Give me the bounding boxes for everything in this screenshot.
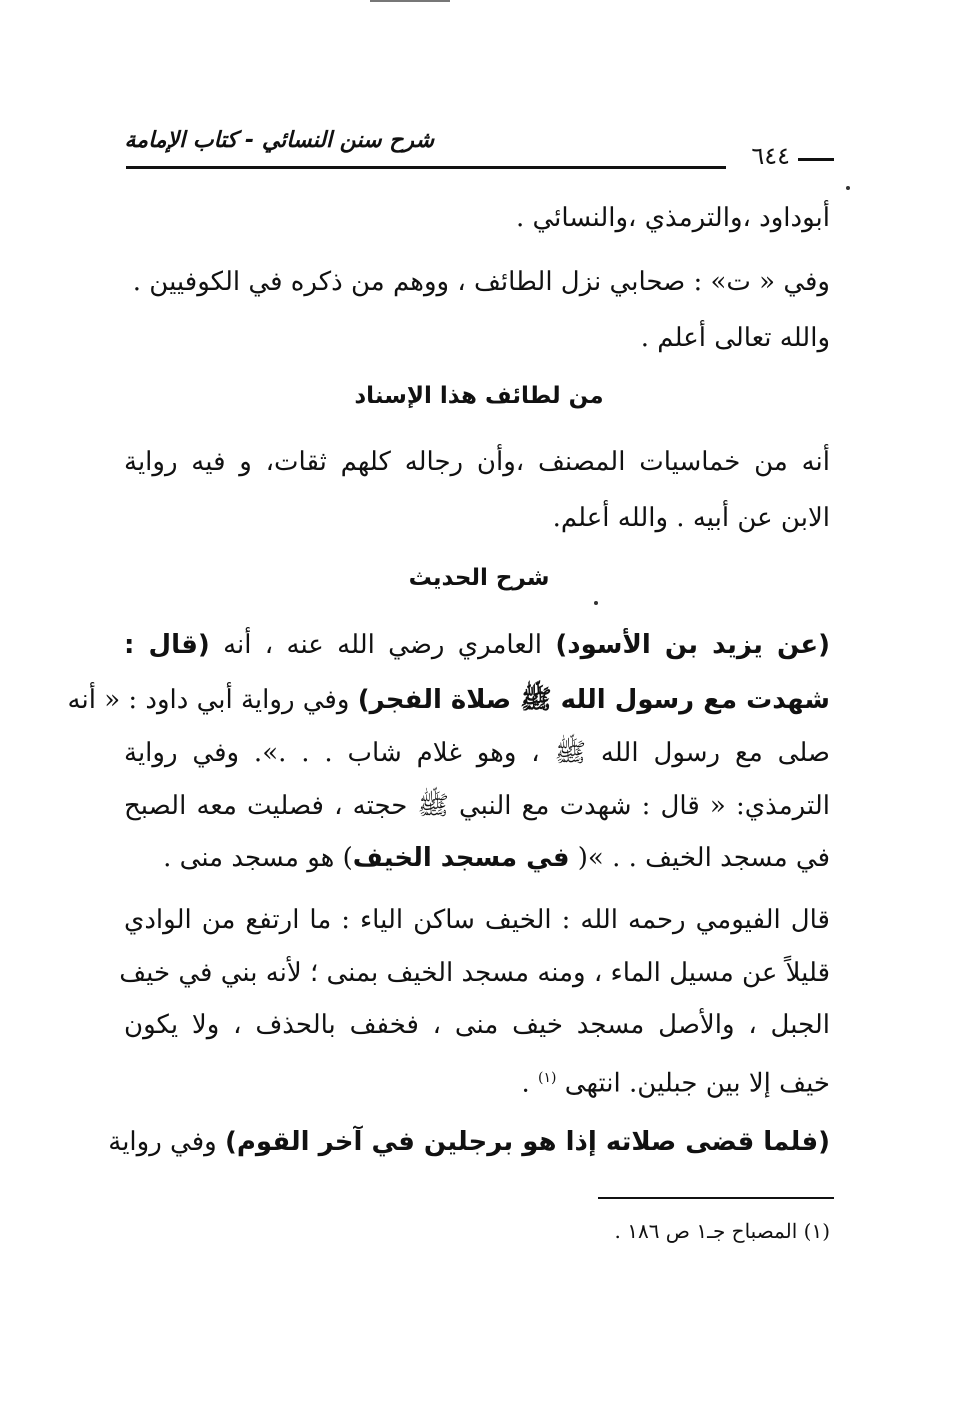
body-line: الجبل ، والأصل مسجد خيف منى ، فخفف بالحذف ، ولا يكون bbox=[124, 1010, 830, 1040]
hadith-quote: شهدت مع رسول الله ﷺ صلاة الفجر) bbox=[357, 685, 830, 715]
body-text: وفي رواية أبي داود : « أنه bbox=[67, 685, 358, 715]
running-header bbox=[126, 128, 834, 168]
scan-speck bbox=[594, 601, 598, 605]
header-title: شرح سنن النسائي - كتاب الإمامة bbox=[124, 128, 434, 153]
scan-edge-mark bbox=[370, 0, 450, 2]
footnote-rule bbox=[598, 1197, 834, 1199]
scan-speck bbox=[846, 186, 850, 190]
body-line: أبوداود ،والترمذي ،والنسائي . bbox=[515, 203, 830, 233]
footnote: (١) المصباح جـ١ ص ١٨٦ . bbox=[614, 1219, 830, 1243]
page-number-dash bbox=[798, 158, 834, 161]
body-text: في مسجد الخيف . . »( bbox=[569, 843, 830, 873]
body-line: صلى مع رسول الله ﷺ ، وهو غلام شاب . . .». وفي رواية bbox=[124, 738, 830, 768]
body-line bbox=[124, 838, 830, 878]
body-line bbox=[108, 1122, 830, 1162]
body-line bbox=[124, 625, 830, 665]
hadith-quote: (قال : bbox=[124, 630, 210, 660]
body-text: وفي رواية bbox=[108, 1127, 225, 1157]
body-text: . bbox=[521, 1068, 539, 1099]
section-heading: من لطائف هذا الإسناد bbox=[354, 383, 604, 409]
body-line: الترمذي: « قال : شهدت مع النبي ﷺ حجته ، فصليت معه الصبح bbox=[124, 791, 830, 821]
section-heading: شرح الحديث bbox=[408, 565, 550, 591]
hadith-quote: (عن يزيد بن الأسود) bbox=[555, 630, 830, 660]
header-rule bbox=[126, 166, 726, 169]
hadith-quote: (فلما قضى صلاته إذا هو برجلين في آخر القوم) bbox=[224, 1127, 830, 1157]
body-text: ) هو مسجد منى . bbox=[163, 843, 353, 873]
body-text: خيف إلا بين جبلين. انتهى bbox=[564, 1068, 830, 1099]
body-line: والله تعالى أعلم . bbox=[640, 323, 830, 353]
body-line bbox=[124, 1058, 830, 1104]
body-line: وفي « ت» : صحابي نزل الطائف ، ووهم من ذكره في الكوفيين . bbox=[132, 267, 830, 297]
body-line: الابن عن أبيه . والله أعلم. bbox=[552, 503, 830, 533]
footnote-reference: (١) bbox=[538, 1070, 557, 1086]
body-line: قال الفيومي رحمه الله : الخيف ساكن الياء : ما ارتفع من الوادي bbox=[124, 905, 830, 935]
body-line bbox=[67, 680, 830, 720]
body-line: قليلاً عن مسيل الماء ، ومنه مسجد الخيف بمنى ؛ لأنه بني في خيف bbox=[119, 958, 830, 988]
hadith-quote: في مسجد الخيف bbox=[352, 843, 570, 873]
page-number: ٦٤٤ bbox=[751, 142, 790, 170]
body-text: العامري رضي الله عنه ، أنه bbox=[209, 630, 556, 660]
body-line: أنه من خماسيات المصنف ،وأن رجاله كلهم ثقات، و فيه رواية bbox=[124, 447, 830, 477]
